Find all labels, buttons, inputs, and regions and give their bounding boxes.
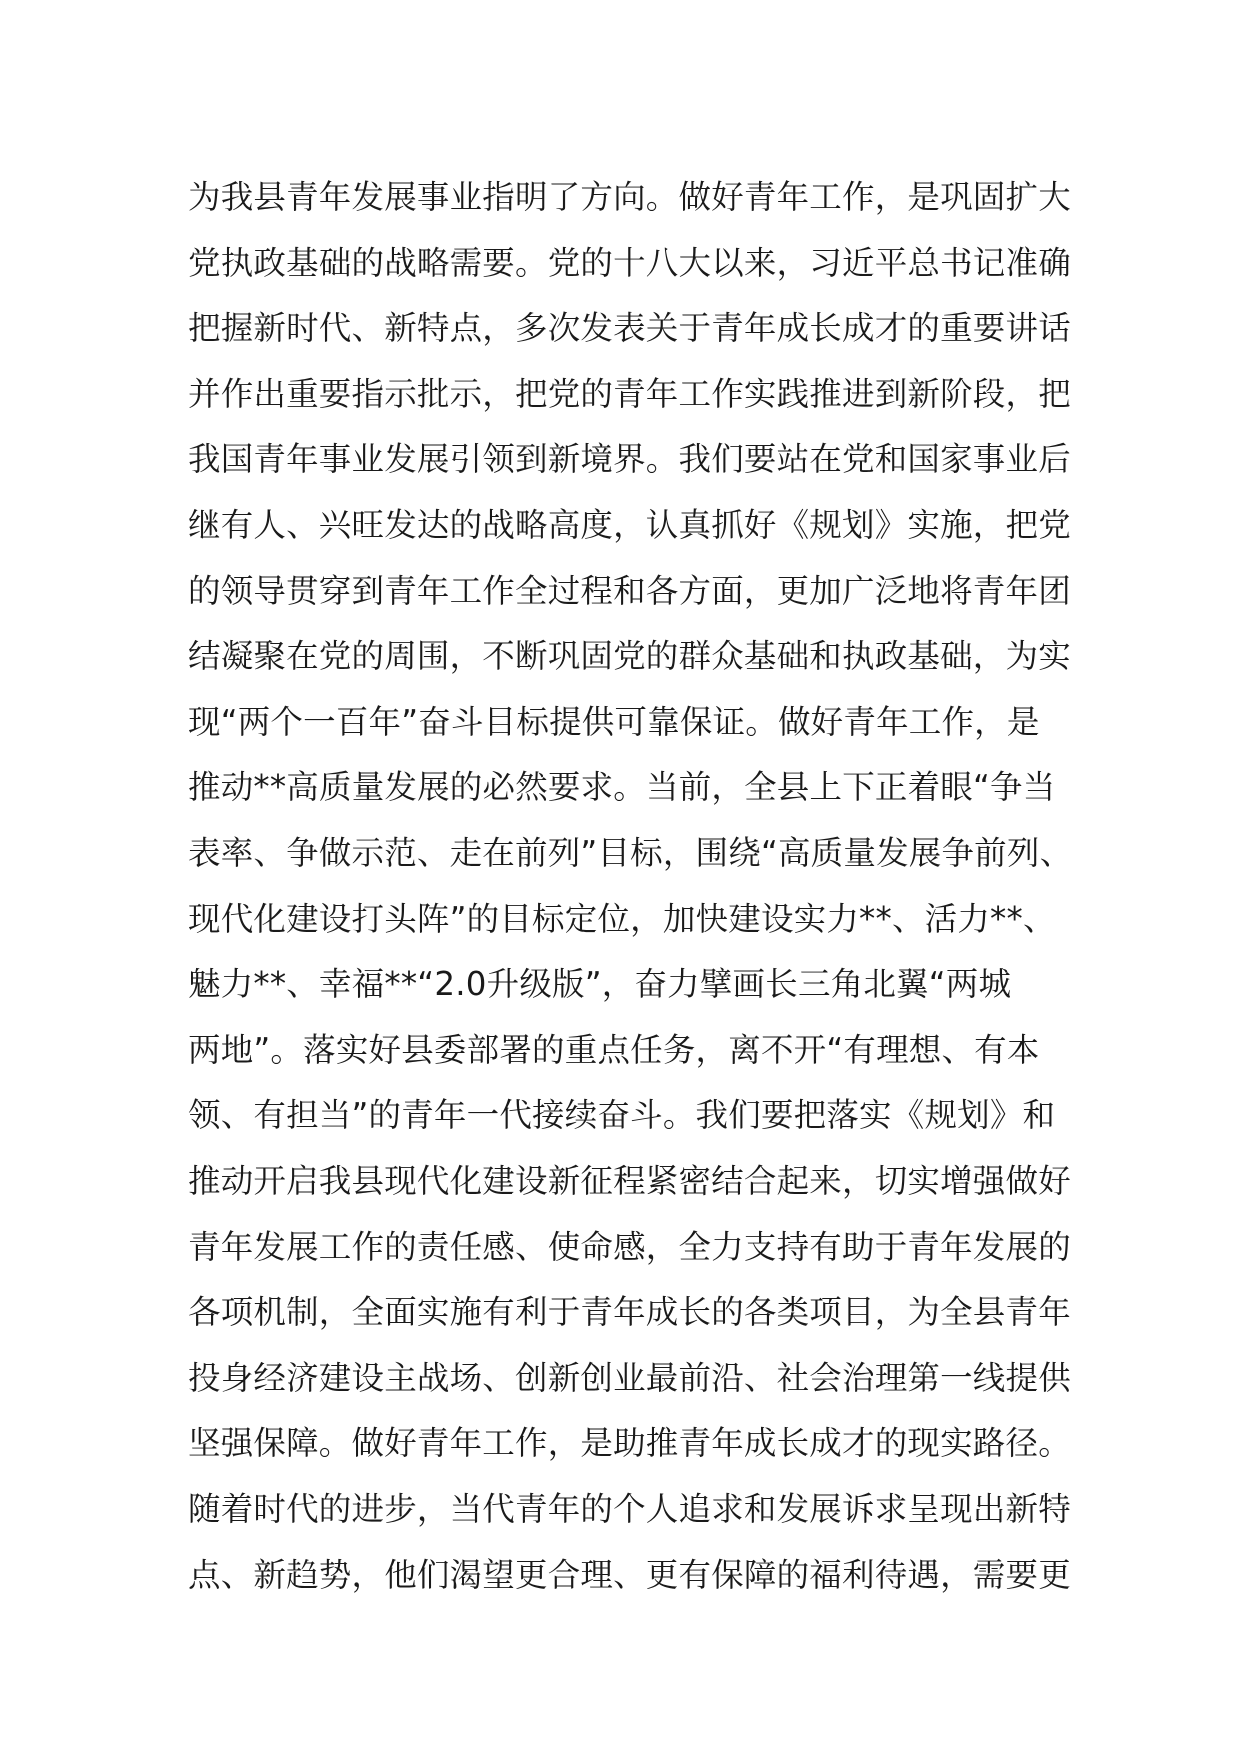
text-line: 的领导贯穿到青年工作全过程和各方面，更加广泛地将青年团 [188, 571, 1071, 610]
text-line: 魅力**、幸福**“2.0升级版”，奋力擘画长三角北翼“两城 [188, 965, 1012, 1004]
text-line: 领、有担当”的青年一代接续奋斗。我们要把落实《规划》和 [188, 1096, 1056, 1135]
text-line: 为我县青年发展事业指明了方向。做好青年工作，是巩固扩大 [188, 178, 1071, 216]
text-line: 两地”。落实好县委部署的重点任务，离不开“有理想、有本 [188, 1030, 1040, 1069]
text-line: 现“两个一百年”奋斗目标提供可靠保证。做好青年工作，是 [188, 702, 1040, 741]
text-line: 党执政基础的战略需要。党的十八大以来，习近平总书记准确 [188, 243, 1071, 282]
text-line: 点、新趋势，他们渴望更合理、更有保障的福利待遇，需要更 [188, 1555, 1071, 1594]
text-line: 随着时代的进步，当代青年的个人追求和发展诉求呈现出新特 [188, 1490, 1071, 1528]
text-line: 表率、争做示范、走在前列”目标，围绕“高质量发展争前列、 [188, 834, 1073, 872]
text-line: 并作出重要指示批示，把党的青年工作实践推进到新阶段，把 [188, 374, 1071, 413]
text-line: 各项机制，全面实施有利于青年成长的各类项目，为全县青年 [188, 1293, 1071, 1332]
text-line: 结凝聚在党的周围，不断巩固党的群众基础和执政基础，为实 [188, 637, 1071, 676]
text-line: 青年发展工作的责任感、使命感，全力支持有助于青年发展的 [188, 1227, 1071, 1266]
text-line: 把握新时代、新特点，多次发表关于青年成长成才的重要讲话 [188, 309, 1071, 348]
text-line: 推动开启我县现代化建设新征程紧密结合起来，切实增强做好 [188, 1162, 1071, 1200]
text-line: 现代化建设打头阵”的目标定位，加快建设实力**、活力**、 [188, 899, 1056, 938]
text-line: 坚强保障。做好青年工作，是助推青年成长成才的现实路径。 [188, 1424, 1071, 1463]
text-line: 投身经济建设主战场、创新创业最前沿、社会治理第一线提供 [188, 1358, 1071, 1397]
text-line: 推动**高质量发展的必然要求。当前，全县上下正着眼“争当 [188, 768, 1056, 807]
text-line: 继有人、兴旺发达的战略高度，认真抓好《规划》实施，把党 [188, 506, 1071, 544]
text-line: 我国青年事业发展引领到新境界。我们要站在党和国家事业后 [188, 440, 1071, 479]
